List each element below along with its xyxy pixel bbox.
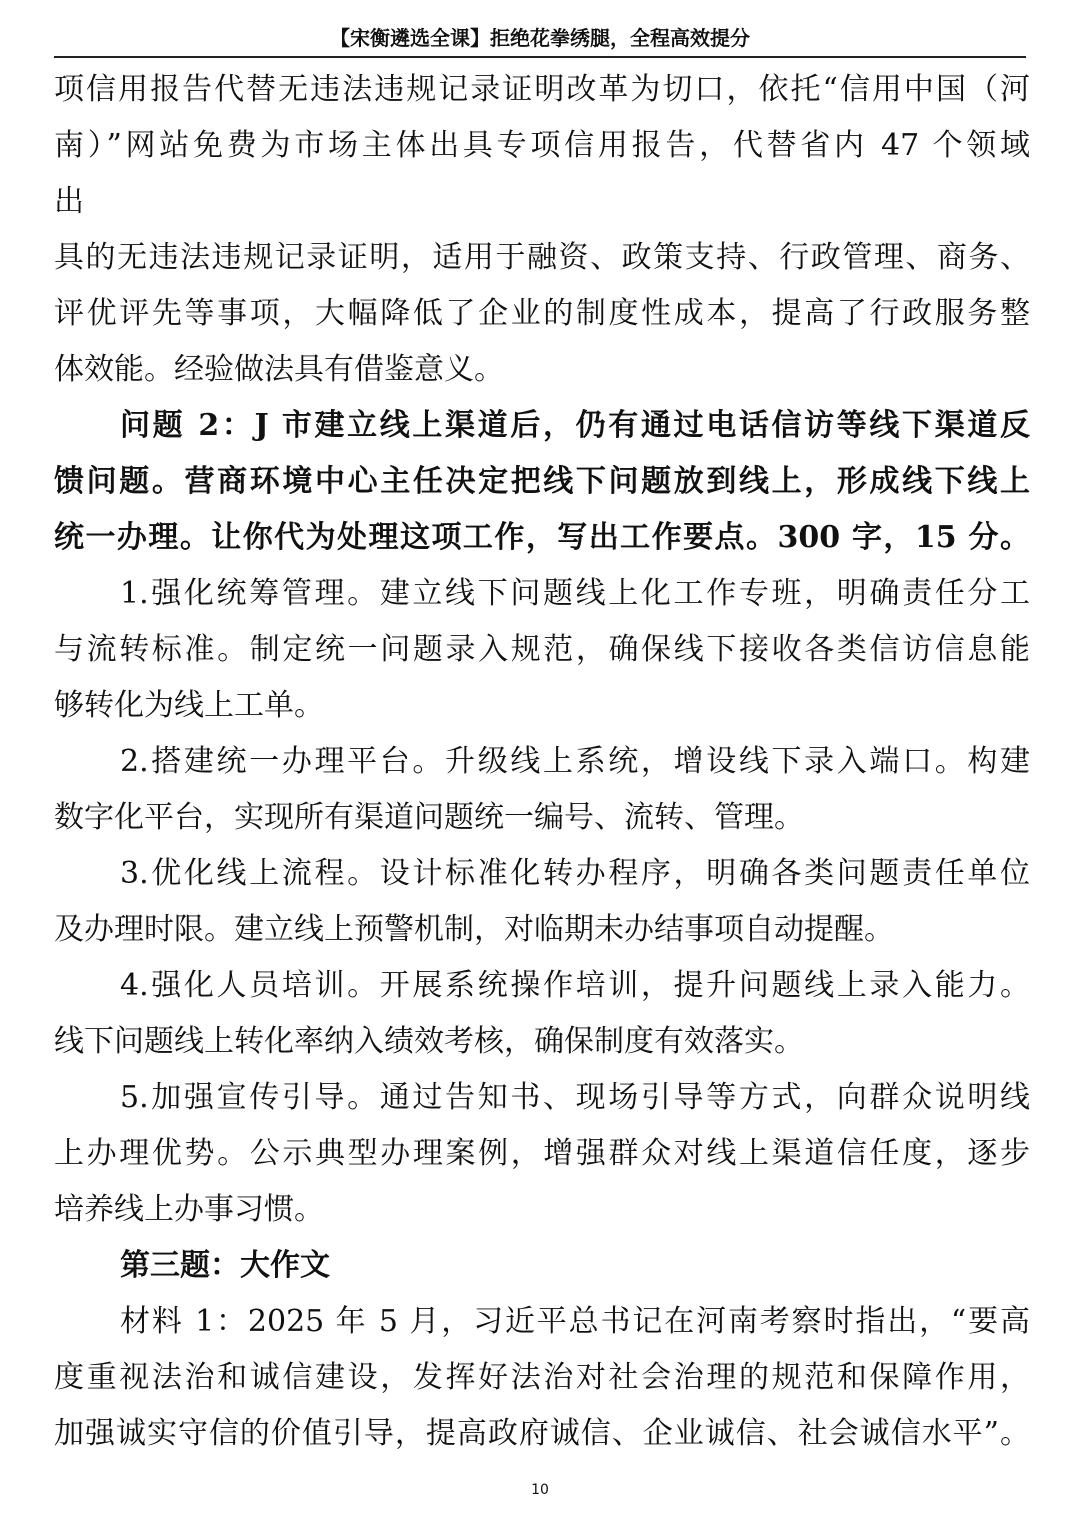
text-line: 项信用报告代替无违法违规记录证明改革为切口，依托“信用中国（河: [54, 72, 1030, 107]
question-text: 馈问题。营商环境中心主任决定把线下问题放到线上，形成线下线上: [54, 464, 1030, 499]
answer-point-3: 3.优化线上流程。设计标准化转办程序，明确各类问题责任单位: [120, 856, 1030, 891]
text-line: 体效能。经验做法具有借鉴意义。: [54, 352, 504, 387]
answer-point-2: 2.搭建统一办理平台。升级线上系统，增设线下录入端口。构建: [120, 744, 1030, 779]
document-body: [54, 62, 1030, 1462]
text-line: 与流转标准。制定统一问题录入规范，确保线下接收各类信访信息能: [54, 632, 1030, 667]
page-number: 10: [531, 1482, 549, 1498]
text-line: 够转化为线上工单。: [54, 688, 324, 723]
text-line: 具的无违法违规记录证明，适用于融资、政策支持、行政管理、商务、: [54, 240, 1030, 275]
answer-point-4: 4.强化人员培训。开展系统操作培训，提升问题线上录入能力。: [120, 968, 1030, 1003]
text-line: 评优评先等事项，大幅降低了企业的制度性成本，提高了行政服务整: [54, 296, 1030, 331]
text-line: 及办理时限。建立线上预警机制，对临期未办结事项自动提醒。: [54, 912, 894, 947]
answer-point-1: 1.强化统筹管理。建立线下问题线上化工作专班，明确责任分工: [120, 576, 1030, 611]
text-line: 培养线上办事习惯。: [54, 1192, 324, 1227]
question-text: 统一办理。让你代为处理这项工作，写出工作要点。300 字，15 分。: [54, 520, 1030, 555]
material-paragraph: 材料 1：2025 年 5 月，习近平总书记在河南考察时指出，“要高: [120, 1304, 1030, 1339]
text-line: 南）”网站免费为市场主体出具专项信用报告，代替省内 47 个领域: [54, 128, 1030, 163]
text-line: 度重视法治和诚信建设，发挥好法治对社会治理的规范和保障作用，: [54, 1360, 1030, 1395]
answer-point-5: 5.加强宣传引导。通过告知书、现场引导等方式，向群众说明线: [120, 1080, 1030, 1115]
section-heading: 第三题：大作文: [120, 1248, 330, 1283]
page-header: 【宋衡遴选全课】拒绝花拳绣腿，全程高效提分: [54, 22, 1026, 58]
question-heading: 问题 2：J 市建立线上渠道后，仍有通过电话信访等线下渠道反: [120, 408, 1030, 443]
text-line: 线下问题线上转化率纳入绩效考核，确保制度有效落实。: [54, 1024, 804, 1059]
text-line: 上办理优势。公示典型办理案例，增强群众对线上渠道信任度，逐步: [54, 1136, 1030, 1171]
text-line: 数字化平台，实现所有渠道问题统一编号、流转、管理。: [54, 800, 804, 835]
text-line: 出: [54, 184, 84, 219]
text-line: 加强诚实守信的价值引导，提高政府诚信、企业诚信、社会诚信水平”。: [54, 1416, 1030, 1451]
